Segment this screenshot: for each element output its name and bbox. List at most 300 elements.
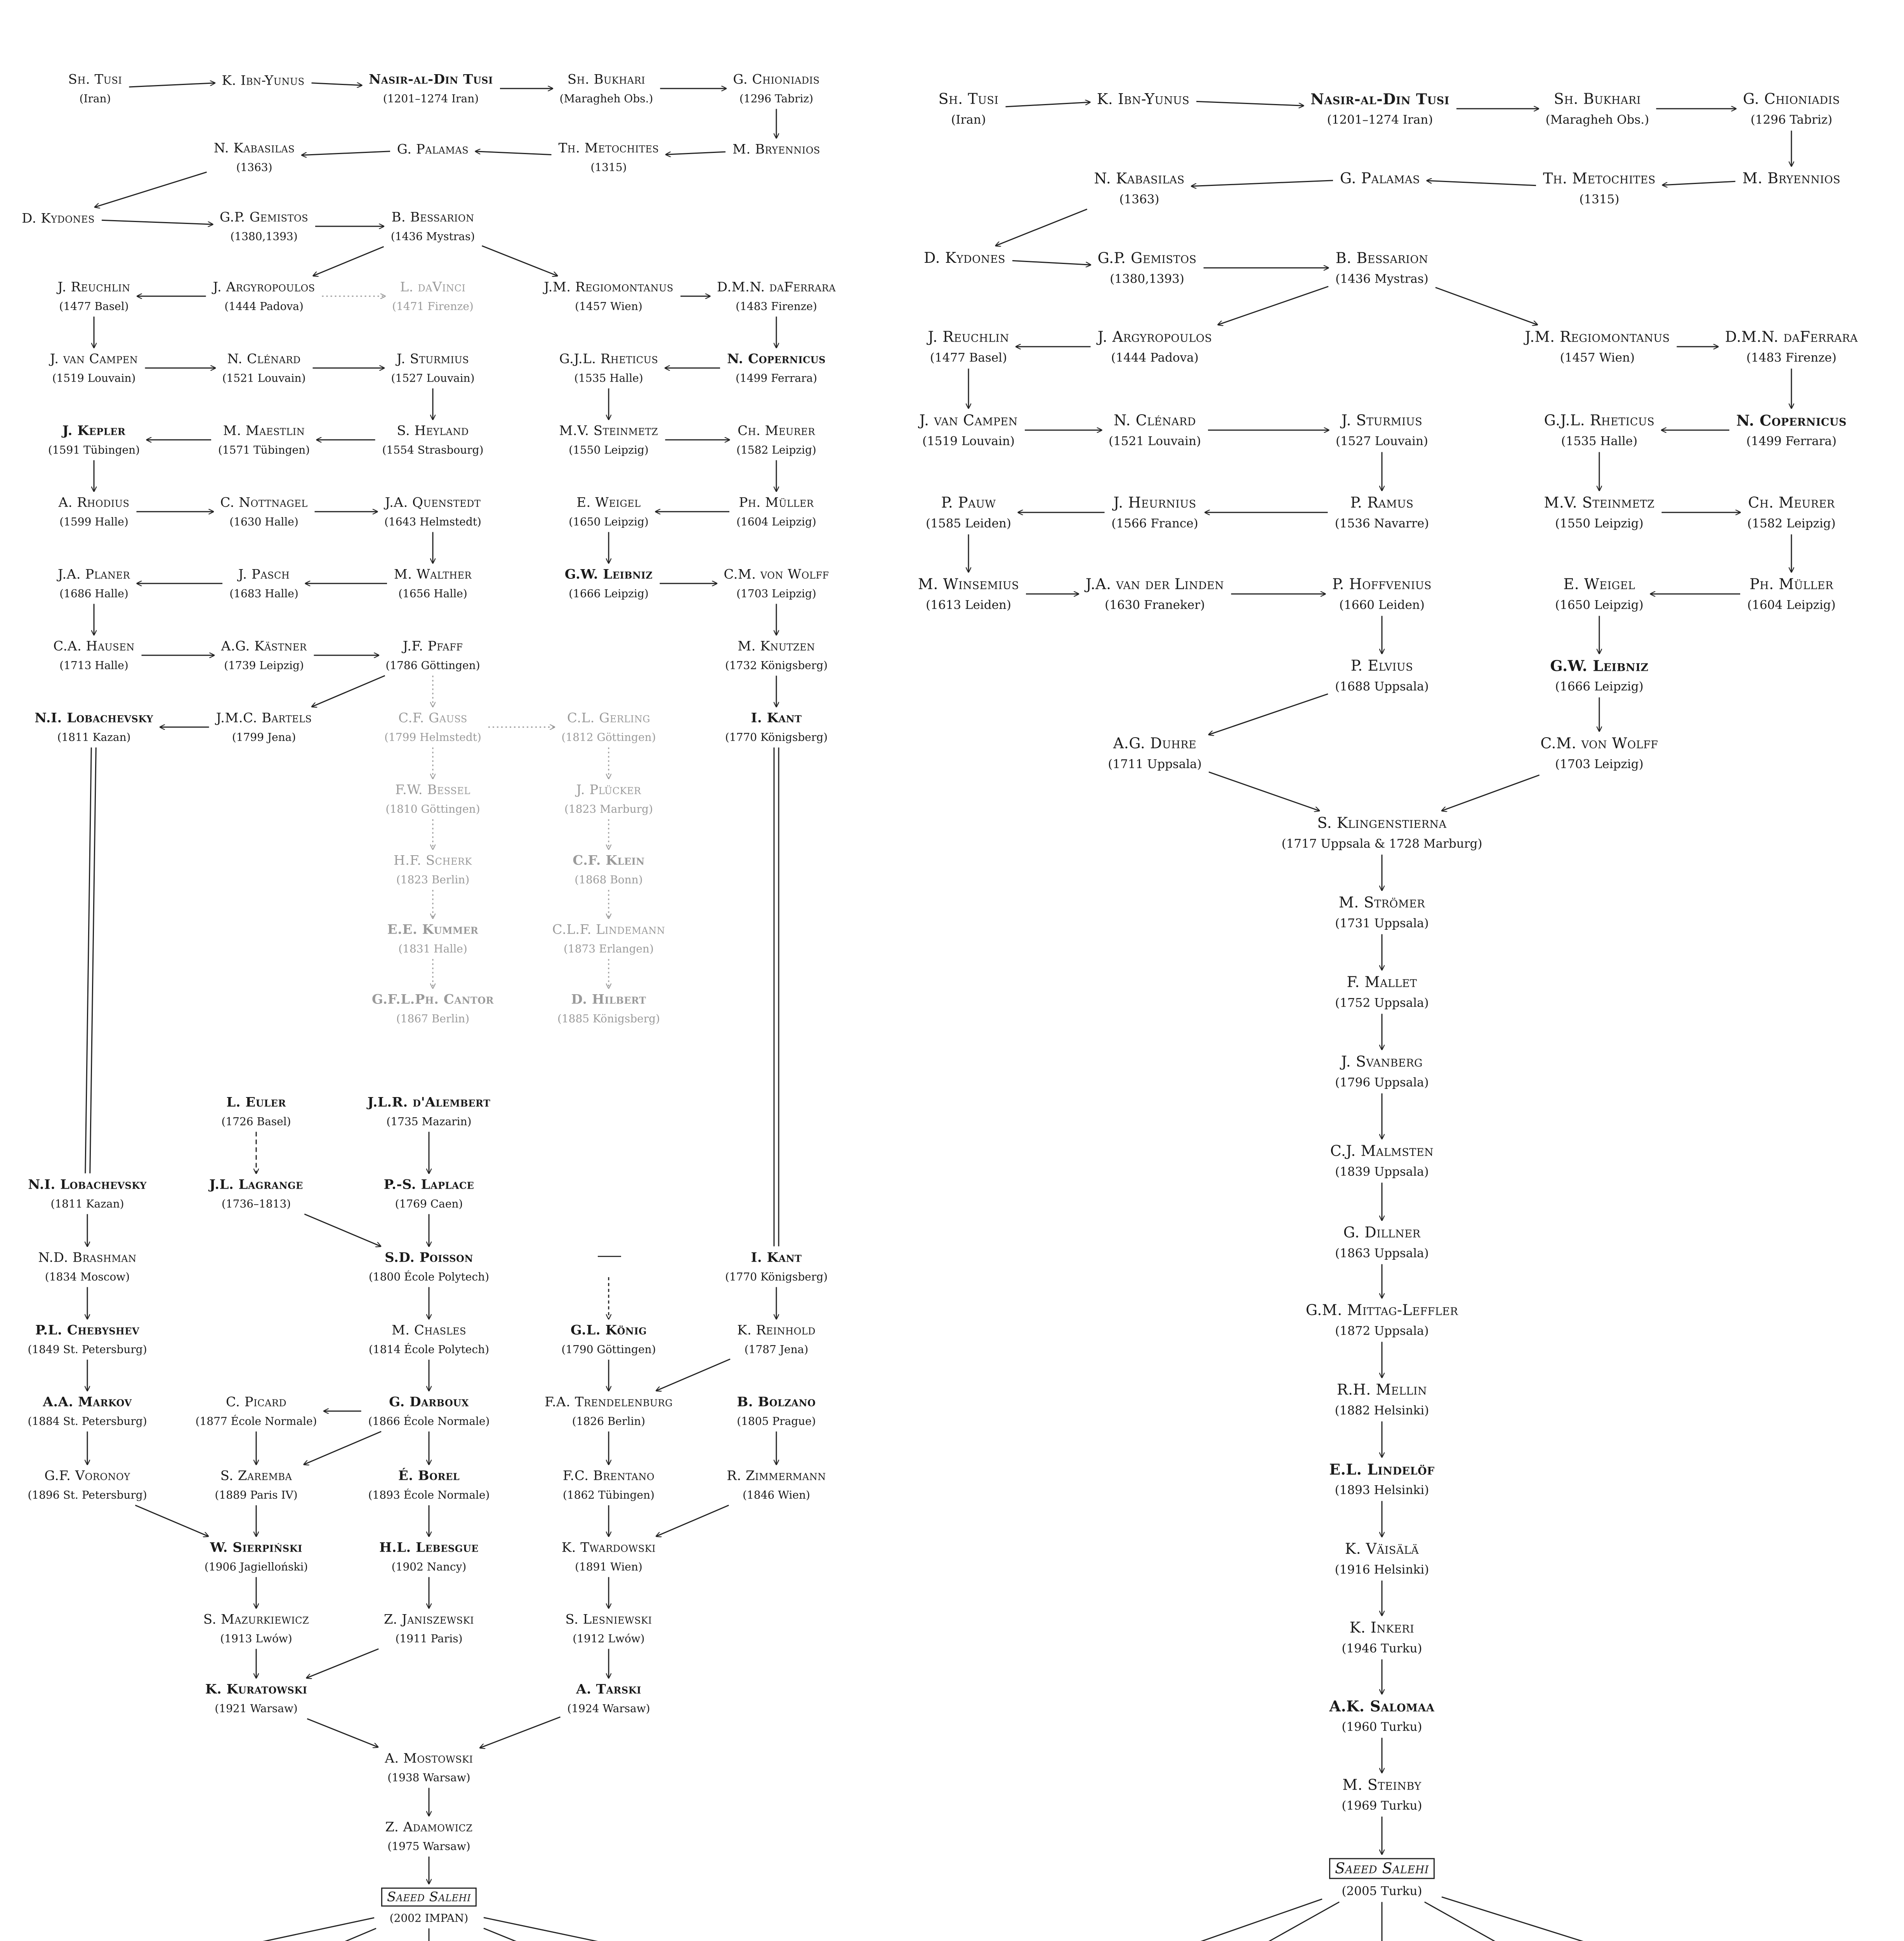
person-name: Saeed Salehi bbox=[1329, 1858, 1435, 1879]
advisor-edge bbox=[482, 246, 557, 276]
person-date: (1201–1274 Iran) bbox=[1327, 113, 1433, 127]
person-reuchlin bbox=[928, 328, 1009, 365]
person-date: (1550 Leipzig) bbox=[569, 443, 649, 457]
person-voronoy bbox=[28, 1468, 147, 1501]
person-date: (1630 Franeker) bbox=[1104, 598, 1205, 612]
person-name: M. Winsemius bbox=[918, 575, 1019, 593]
person-kant2 bbox=[725, 1250, 828, 1283]
advisor-edge bbox=[666, 152, 726, 155]
person-bryennios bbox=[732, 142, 820, 157]
person-name: N. Copernicus bbox=[1736, 411, 1847, 429]
person-date: (1571 Tübingen) bbox=[218, 443, 310, 457]
person-date: (1912 Lwów) bbox=[573, 1632, 645, 1645]
person-scherk bbox=[394, 853, 472, 886]
person-chioniadis bbox=[1743, 90, 1840, 127]
person-weigel bbox=[1555, 576, 1644, 612]
person-name: C.M. von Wolff bbox=[724, 566, 829, 582]
person-name: K. Ibn-Yunus bbox=[1097, 90, 1190, 108]
person-stromer bbox=[1335, 894, 1429, 930]
person-kummer bbox=[387, 922, 479, 955]
person-name: W. Sierpiński bbox=[210, 1540, 302, 1556]
person-date: (1666 Leipzig) bbox=[1555, 679, 1644, 694]
person-duhre bbox=[1108, 735, 1202, 771]
person-date: (1805 Prague) bbox=[737, 1415, 816, 1428]
person-wolff bbox=[1540, 735, 1658, 771]
person-date: (1535 Halle) bbox=[574, 372, 643, 385]
person-argyropoulos bbox=[213, 280, 315, 313]
person-name: C. Picard bbox=[226, 1394, 287, 1410]
person-date: (1872 Uppsala) bbox=[1335, 1324, 1429, 1338]
person-date: (1924 Warsaw) bbox=[567, 1702, 650, 1715]
person-inkeri bbox=[1342, 1619, 1422, 1655]
person-name: G.W. Leibniz bbox=[1550, 657, 1649, 675]
person-regiomontanus bbox=[1525, 328, 1670, 365]
person-metochites bbox=[1543, 170, 1656, 206]
person-date: (Maragheh Obs.) bbox=[559, 92, 653, 105]
person-lagrange bbox=[209, 1177, 303, 1210]
person-tarski bbox=[567, 1682, 650, 1715]
advisor-edge bbox=[307, 1719, 378, 1747]
person-name: P. Pauw bbox=[941, 494, 996, 511]
person-name: M. Knutzen bbox=[738, 638, 815, 654]
person-date: (1296 Tabriz) bbox=[739, 92, 814, 105]
person-kabasilas bbox=[1094, 170, 1184, 206]
person-zaremba bbox=[215, 1468, 297, 1501]
person-date: (1799 Jena) bbox=[232, 731, 296, 744]
person-name: G.W. Leibniz bbox=[564, 566, 653, 582]
person-chasles bbox=[369, 1323, 489, 1356]
person-name: J. Reuchlin bbox=[57, 279, 130, 295]
person-name: J. Pasch bbox=[238, 566, 290, 582]
person-date: (1938 Warsaw) bbox=[387, 1771, 470, 1784]
person-name: L. daVinci bbox=[400, 279, 466, 295]
person-bukhari bbox=[1546, 90, 1649, 127]
person-bolzano bbox=[737, 1394, 816, 1427]
advisor-edge bbox=[307, 1649, 378, 1678]
person-name: J.M. Regiomontanus bbox=[1525, 328, 1670, 345]
person-name: B. Bolzano bbox=[737, 1394, 816, 1410]
person-name: C.M. von Wolff bbox=[1540, 734, 1658, 752]
person-date: (2005 Turku) bbox=[1342, 1884, 1422, 1898]
person-date: (1735 Mazarin) bbox=[386, 1115, 472, 1128]
person-kepler bbox=[48, 423, 140, 456]
person-date: (1826 Berlin) bbox=[572, 1415, 646, 1428]
person-date: (1726 Basel) bbox=[221, 1115, 291, 1128]
person-date: (1554 Strasbourg) bbox=[382, 443, 484, 457]
person-rheticus bbox=[1544, 412, 1655, 448]
person-date: (1893 École Normale) bbox=[368, 1488, 490, 1502]
person-name: N. Clénard bbox=[227, 351, 301, 367]
person-date: (1834 Moscow) bbox=[45, 1270, 130, 1283]
person-muller bbox=[1747, 576, 1836, 612]
advisor-edge bbox=[1663, 181, 1736, 185]
person-meurer bbox=[1747, 494, 1836, 530]
person-copernicus bbox=[727, 351, 826, 384]
person-vaisala bbox=[1335, 1540, 1429, 1576]
person-name: Sh. Tusi bbox=[938, 90, 999, 108]
person-name: Z. Adamowicz bbox=[385, 1819, 473, 1835]
person-maestlin bbox=[218, 423, 310, 456]
person-nasir bbox=[1310, 90, 1449, 127]
person-date: (1873 Erlangen) bbox=[563, 942, 654, 955]
person-name: H.F. Scherk bbox=[394, 852, 472, 868]
person-date: (1736–1813) bbox=[221, 1197, 291, 1210]
person-date: (1811 Kazan) bbox=[57, 731, 131, 744]
person-heurnius bbox=[1111, 494, 1198, 530]
person-date: (1521 Louvain) bbox=[1108, 434, 1201, 448]
person-elvius bbox=[1335, 657, 1429, 693]
person-name: K. Reinhold bbox=[737, 1322, 816, 1338]
person-brashman bbox=[38, 1250, 136, 1283]
person-date: (1877 École Normale) bbox=[195, 1415, 317, 1428]
person-chebyshev bbox=[28, 1323, 147, 1356]
person-svanberg bbox=[1335, 1053, 1429, 1089]
person-date: (1201–1274 Iran) bbox=[383, 92, 479, 105]
person-hoffvenius bbox=[1332, 576, 1432, 612]
person-name: S. Heyland bbox=[397, 423, 469, 439]
person-date: (1717 Uppsala & 1728 Marburg) bbox=[1281, 837, 1482, 851]
person-name: K. Ibn-Yunus bbox=[222, 73, 305, 89]
person-name: M. Chasles bbox=[391, 1322, 467, 1338]
person-name: C.L. Gerling bbox=[567, 710, 651, 726]
person-klein bbox=[573, 853, 645, 886]
person-chioniadis bbox=[733, 72, 819, 105]
person-name: D.M.N. daFerrara bbox=[717, 279, 836, 295]
person-zimmermann bbox=[727, 1468, 826, 1501]
person-adamowicz bbox=[385, 1819, 472, 1852]
person-name: J. Plücker bbox=[576, 782, 641, 798]
person-name: N. Kabasilas bbox=[1094, 170, 1185, 187]
person-date: (1315) bbox=[590, 161, 627, 174]
person-date: (1483 Firenze) bbox=[736, 300, 817, 313]
person-knutzen bbox=[725, 639, 828, 672]
person-date: (1550 Leipzig) bbox=[1555, 516, 1644, 531]
person-rheticus bbox=[559, 351, 658, 384]
person-date: (1527 Louvain) bbox=[391, 372, 475, 385]
person-regiomontanus bbox=[544, 280, 673, 313]
person-bessarion bbox=[391, 210, 475, 243]
person-name: E. Weigel bbox=[1563, 575, 1635, 593]
person-date: (1483 Firenze) bbox=[1746, 351, 1837, 365]
person-gerling bbox=[561, 710, 656, 743]
person-bryennios bbox=[1743, 170, 1841, 187]
person-date: (1896 St. Petersburg) bbox=[28, 1488, 147, 1502]
person-name: N. Clénard bbox=[1114, 411, 1196, 429]
person-date: (1599 Halle) bbox=[59, 515, 128, 528]
person-date: (1862 Tübingen) bbox=[562, 1488, 655, 1502]
person-name: M.V. Steinmetz bbox=[1544, 494, 1655, 511]
person-date: (1477 Basel) bbox=[930, 351, 1007, 365]
person-date: (1527 Louvain) bbox=[1335, 434, 1428, 448]
person-date: (1499 Ferrara) bbox=[1746, 434, 1837, 448]
person-name: Nasir-al-Din Tusi bbox=[369, 71, 493, 87]
person-name: P.L. Chebyshev bbox=[35, 1322, 140, 1338]
person-name: J. Kepler bbox=[62, 423, 126, 439]
person-name: Sh. Bukhari bbox=[567, 71, 646, 87]
person-darboux bbox=[368, 1394, 490, 1427]
person-name: R.H. Mellin bbox=[1336, 1381, 1427, 1398]
person-janiszewski bbox=[384, 1612, 474, 1645]
person-name: M. Bryennios bbox=[1742, 170, 1841, 187]
person-date: (1703 Leipzig) bbox=[1555, 757, 1644, 771]
person-name: E. Weigel bbox=[576, 495, 641, 510]
person-davinci bbox=[392, 280, 474, 313]
person-heyland bbox=[382, 423, 483, 456]
person-trendelenburg bbox=[545, 1394, 673, 1427]
person-date: (1786 Göttingen) bbox=[385, 659, 480, 672]
advisor-edge bbox=[150, 1918, 375, 1941]
person-name: C.F. Klein bbox=[573, 852, 645, 868]
person-name: M. Bryennios bbox=[732, 141, 820, 157]
advisor-edge bbox=[1442, 775, 1539, 811]
advisor-edge bbox=[1218, 286, 1328, 325]
person-argyropoulos bbox=[1098, 328, 1212, 365]
person-hilbert bbox=[557, 992, 660, 1025]
person-name: Th. Metochites bbox=[1543, 170, 1656, 187]
person-name: I. Kant bbox=[751, 710, 802, 726]
person-name: É. Borel bbox=[398, 1468, 460, 1484]
person-gemistos bbox=[1097, 250, 1196, 286]
advisor-edge bbox=[1209, 772, 1319, 811]
person-date: (1823 Marburg) bbox=[564, 802, 653, 816]
person-name: H.L. Lebesgue bbox=[379, 1540, 479, 1556]
advisor-edge bbox=[656, 1505, 729, 1536]
person-name: A.G. Kästner bbox=[221, 638, 307, 654]
person-name: N.D. Brashman bbox=[38, 1250, 137, 1266]
advisor-edge bbox=[1435, 287, 1538, 325]
person-date: (Maragheh Obs.) bbox=[1545, 113, 1649, 127]
person-nottnagel bbox=[220, 495, 307, 528]
person-date: (1975 Warsaw) bbox=[387, 1840, 470, 1853]
person-poisson bbox=[369, 1250, 489, 1283]
person-date: (1790 Göttingen) bbox=[561, 1343, 656, 1356]
person-name: A.K. Salomaa bbox=[1329, 1697, 1435, 1715]
person-date: (1519 Louvain) bbox=[922, 434, 1015, 448]
person-mazurkiewicz bbox=[203, 1612, 309, 1645]
person-ibnyunus bbox=[222, 73, 304, 88]
person-salomaa bbox=[1330, 1698, 1435, 1734]
person-name: Nasir-al-Din Tusi bbox=[1310, 90, 1449, 108]
person-date: (1436 Mystras) bbox=[391, 230, 475, 243]
person-pasch bbox=[229, 567, 299, 600]
advisor-edge bbox=[484, 1918, 732, 1941]
person-name: J.M.C. Bartels bbox=[216, 710, 312, 726]
person-name: G.F. Voronoy bbox=[44, 1468, 130, 1484]
person-dalembert bbox=[368, 1095, 491, 1128]
placeholder-dash bbox=[598, 1256, 621, 1257]
person-date: (1812 Göttingen) bbox=[561, 731, 656, 744]
person-name: F. Mallet bbox=[1347, 973, 1417, 991]
person-name: K. Inkeri bbox=[1349, 1619, 1415, 1636]
person-name: D. Kydones bbox=[22, 210, 95, 226]
person-date: (1891 Wien) bbox=[575, 1560, 642, 1573]
person-date: (1799 Helmstedt) bbox=[384, 731, 481, 744]
person-ibnyunus bbox=[1097, 91, 1189, 108]
person-name: G.M. Mittag-Leffler bbox=[1305, 1301, 1458, 1319]
person-clenard bbox=[222, 351, 306, 384]
person-date: (1739 Leipzig) bbox=[224, 659, 304, 672]
person-name: D. Kydones bbox=[923, 249, 1006, 267]
person-daferrara bbox=[717, 280, 836, 313]
person-date: (1363) bbox=[236, 161, 272, 174]
person-name: E.L. Lindelöf bbox=[1329, 1460, 1435, 1478]
advisor-edge bbox=[1442, 1897, 1645, 1941]
person-kabasilas bbox=[214, 141, 295, 174]
person-sturmius bbox=[1336, 412, 1428, 448]
person-name: S. Lesniewski bbox=[565, 1611, 652, 1627]
person-name: C.L.F. Lindemann bbox=[552, 922, 665, 938]
person-name: G. Palamas bbox=[397, 141, 469, 157]
person-date: (1732 Königsberg) bbox=[725, 659, 828, 672]
person-quenstedt bbox=[384, 495, 481, 528]
person-meurer bbox=[736, 423, 816, 456]
advisor-edge bbox=[312, 83, 362, 85]
person-name: D. Hilbert bbox=[571, 991, 646, 1007]
advisor-edge bbox=[1209, 694, 1328, 735]
person-date: (1770 Königsberg) bbox=[725, 731, 828, 744]
person-malmsten bbox=[1330, 1142, 1434, 1179]
person-date: (1902 Nancy) bbox=[391, 1560, 467, 1573]
person-name: S. Mazurkiewicz bbox=[203, 1611, 309, 1627]
person-mellin bbox=[1335, 1381, 1429, 1417]
person-leibniz bbox=[565, 567, 653, 600]
person-name: Ch. Meurer bbox=[1748, 494, 1835, 511]
person-date: (1457 Wien) bbox=[1560, 351, 1635, 365]
person-name: J.L. Lagrange bbox=[209, 1177, 303, 1193]
person-date: (1913 Lwów) bbox=[220, 1632, 292, 1645]
person-vanderlinden bbox=[1086, 576, 1224, 612]
person-name: Th. Metochites bbox=[558, 140, 659, 156]
person-leibniz bbox=[1550, 657, 1648, 693]
person-name: G.L. König bbox=[570, 1322, 647, 1338]
person-steinby bbox=[1342, 1776, 1422, 1813]
person-date: (1703 Leipzig) bbox=[736, 587, 816, 600]
person-date: (1688 Uppsala) bbox=[1335, 679, 1429, 694]
advisor-edge bbox=[1425, 1902, 1517, 1941]
person-date: (1519 Louvain) bbox=[52, 372, 136, 385]
person-hausen bbox=[53, 639, 134, 672]
person-name: J. Svanberg bbox=[1341, 1053, 1423, 1070]
person-name: J. van Campen bbox=[50, 351, 138, 367]
person-name: Ph. Müller bbox=[739, 495, 814, 510]
person-name: F.W. Bessel bbox=[395, 782, 470, 798]
person-date: (1650 Leipzig) bbox=[569, 515, 649, 528]
person-name: N.I. Lobachevsky bbox=[28, 1177, 147, 1193]
person-lesniewski bbox=[565, 1612, 652, 1645]
person-date: (1536 Navarre) bbox=[1335, 516, 1429, 531]
person-date: (1296 Tabriz) bbox=[1750, 113, 1833, 127]
person-date: (1906 Jagielloński) bbox=[204, 1560, 308, 1573]
person-mallet bbox=[1335, 974, 1429, 1010]
person-name: P. Elvius bbox=[1350, 657, 1413, 674]
person-date: (1796 Uppsala) bbox=[1335, 1075, 1429, 1090]
person-date: (1666 Leipzig) bbox=[569, 587, 649, 600]
person-name: G.J.L. Rheticus bbox=[559, 351, 658, 367]
person-date: (1846 Wien) bbox=[743, 1488, 810, 1502]
person-clenard bbox=[1109, 412, 1201, 448]
person-name: L. Euler bbox=[226, 1094, 286, 1110]
advisor-edge bbox=[476, 151, 552, 155]
advisor-edge bbox=[102, 220, 213, 224]
person-palamas bbox=[1340, 170, 1420, 187]
person-kydones bbox=[924, 250, 1005, 267]
person-bartels bbox=[216, 710, 312, 743]
person-lindemann bbox=[552, 922, 665, 955]
person-plucker bbox=[564, 782, 653, 815]
person-date: (1535 Halle) bbox=[1561, 434, 1638, 448]
advisor-edge bbox=[480, 1717, 561, 1748]
person-name: K. Väisälä bbox=[1345, 1540, 1419, 1557]
person-sierpinski bbox=[205, 1540, 308, 1573]
advisor-edge bbox=[304, 1214, 380, 1247]
person-date: (1752 Uppsala) bbox=[1335, 996, 1429, 1010]
person-name: C.F. Gauss bbox=[398, 710, 467, 726]
person-date: (1585 Leiden) bbox=[926, 516, 1011, 531]
person-name: J.A. van der Linden bbox=[1085, 575, 1224, 593]
advisor-edge bbox=[135, 1505, 208, 1536]
person-name: D.M.N. daFerrara bbox=[1725, 328, 1858, 345]
person-weigel bbox=[569, 495, 649, 528]
advisor-edge bbox=[129, 83, 215, 87]
person-name: S. Zaremba bbox=[220, 1468, 292, 1484]
person-name: G.P. Gemistos bbox=[1097, 249, 1197, 267]
person-name: M. Maestlin bbox=[223, 423, 305, 439]
person-gemistos bbox=[220, 210, 308, 243]
person-name: F.C. Brentano bbox=[562, 1468, 655, 1484]
person-mittagleffler bbox=[1306, 1302, 1458, 1338]
person-copernicus bbox=[1736, 412, 1847, 448]
advisor-edge bbox=[1006, 102, 1090, 107]
person-date: (1380,1393) bbox=[1110, 272, 1184, 286]
person-date: (1363) bbox=[1119, 192, 1159, 207]
advisor-edge bbox=[312, 676, 385, 707]
person-name: M.V. Steinmetz bbox=[559, 423, 658, 439]
person-name: B. Bessarion bbox=[391, 209, 474, 225]
person-name: E.E. Kummer bbox=[387, 922, 479, 938]
person-date: (1591 Tübingen) bbox=[48, 443, 140, 457]
person-lindelof bbox=[1329, 1461, 1435, 1497]
person-name: J.M. Regiomontanus bbox=[544, 279, 673, 295]
person-lobachevsky2 bbox=[28, 1177, 146, 1210]
person-date: (1380,1393) bbox=[230, 230, 298, 243]
person-date: (1660 Leiden) bbox=[1339, 598, 1425, 612]
person-brentano bbox=[563, 1468, 654, 1501]
person-name: S. Klingenstierna bbox=[1317, 814, 1447, 832]
person-date: (1477 Basel) bbox=[59, 300, 129, 313]
person-ramus bbox=[1335, 494, 1429, 530]
person-date: (1582 Leipzig) bbox=[1747, 516, 1836, 531]
person-tusi bbox=[68, 72, 122, 105]
person-name: A. Mostowski bbox=[385, 1750, 473, 1766]
person-name: P.-S. Laplace bbox=[384, 1177, 474, 1193]
person-date: (1683 Halle) bbox=[229, 587, 299, 600]
person-date: (1969 Turku) bbox=[1342, 1799, 1422, 1813]
person-daferrara bbox=[1725, 328, 1858, 365]
person-gauss bbox=[384, 710, 481, 743]
person-pfaff bbox=[385, 639, 480, 672]
person-date: (1882 Helsinki) bbox=[1335, 1403, 1429, 1418]
person-date: (1686 Halle) bbox=[59, 587, 128, 600]
person-name: M. Walther bbox=[394, 566, 472, 582]
person-klingenstierna bbox=[1281, 814, 1482, 851]
person-wolff bbox=[724, 567, 829, 600]
person-name: J.A. Quenstedt bbox=[385, 495, 481, 510]
person-date: (1643 Helmstedt) bbox=[384, 515, 481, 528]
person-name: N. Kabasilas bbox=[213, 140, 295, 156]
person-date: (Iran) bbox=[79, 92, 111, 105]
advisor-edge bbox=[656, 1359, 730, 1391]
advisor-edge bbox=[1246, 1902, 1339, 1941]
